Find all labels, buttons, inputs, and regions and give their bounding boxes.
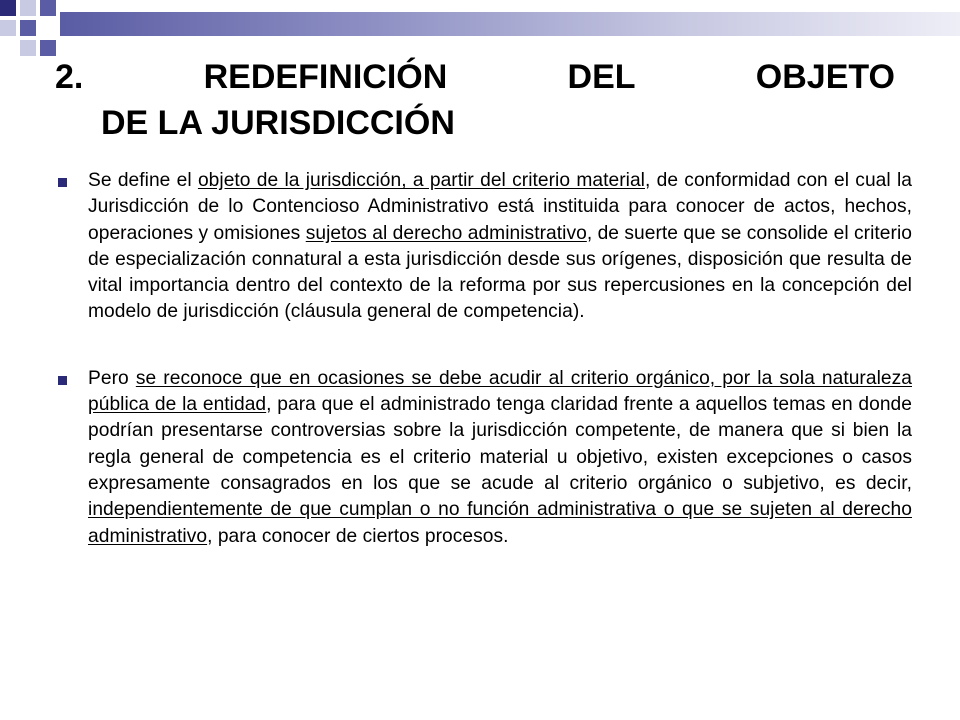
bullet-text: , de conformidad con el cual la Jurisdicción de lo Contencioso Administrativo está instituida para conocer de actos, hechos, operaciones y omisiones [88, 170, 912, 244]
title-line-2: DE LA JURISDICCIÓN [101, 104, 455, 142]
underlined-text: sujetos al derecho administrativo [305, 222, 587, 244]
deco-square [0, 0, 16, 16]
deco-square [0, 20, 16, 36]
bullet-text: Se define el [88, 170, 198, 191]
square-bullet-icon [58, 376, 67, 385]
bullet-list [58, 168, 912, 590]
deco-square [20, 20, 36, 36]
slide-decoration [0, 0, 960, 60]
deco-square [20, 0, 36, 16]
title-word: DEL [567, 58, 636, 96]
title-word: OBJETO [755, 58, 895, 96]
title-number: 2. [55, 58, 84, 96]
bullet-text: Pero [88, 367, 136, 389]
underlined-text: objeto de la jurisdicción, a partir del criterio material [197, 170, 645, 191]
underlined-text: se reconoce que en ocasiones se debe acudir al criterio orgánico, por la sola naturaleza pública de la entidad [88, 367, 912, 416]
bullet-item [58, 168, 912, 326]
bullet-text: , para que el administrado tenga claridad frente a aquellos temas en donde podrían presentarse controversias sobre la jurisdicción competente, de manera que si bien la regla general de competencia es el criterio material u objetivo, existen excepciones o casos expresamente consagrados en los que se acude al criterio orgánico o subjetivo, es decir, [88, 394, 913, 494]
title-line-1 [55, 54, 895, 100]
deco-square [40, 40, 56, 56]
bullet-text: , de suerte que se consolide el criterio de especialización connatural a esta jurisdicción desde sus orígenes, disposición que resulta de vital importancia dentro del contexto de la reforma por sus repercusiones en la concepción del modelo de jurisdicción (cláusula general de competencia). [88, 222, 912, 323]
slide-title [55, 54, 895, 146]
deco-square [40, 0, 56, 16]
title-word: REDEFINICIÓN [203, 58, 448, 96]
bullet-text: , para conocer de ciertos procesos. [207, 525, 509, 547]
header-gradient-bar [60, 12, 960, 36]
square-bullet-icon [58, 178, 67, 187]
underlined-text: independientemente de que cumplan o no función administrativa o que se sujeten al derecho administrativo [88, 499, 912, 547]
bullet-item [58, 366, 912, 550]
deco-square [20, 40, 36, 56]
